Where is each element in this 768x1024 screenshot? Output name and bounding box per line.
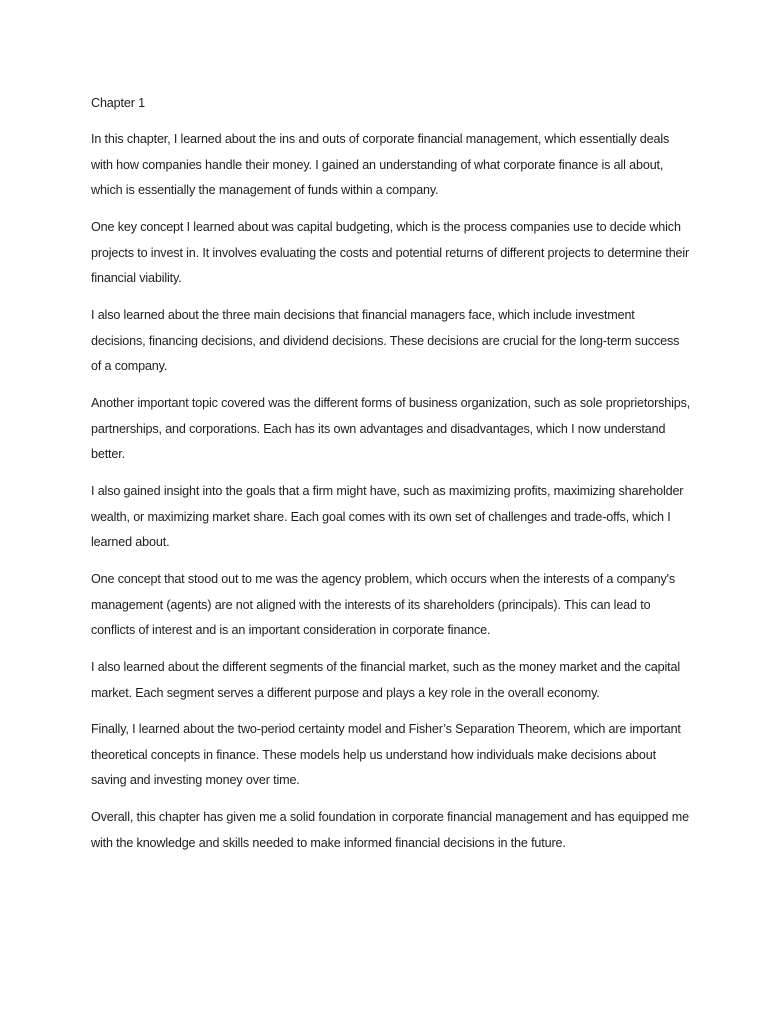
paragraph-capital-budgeting: One key concept I learned about was capital budgeting, which is the process companies use to decide which projects to invest in. It involves evaluating the costs and potential returns of different projects to determine their financial viability. [91, 219, 690, 286]
chapter-heading: Chapter 1 [91, 96, 145, 110]
paragraph-agency-problem: One concept that stood out to me was the agency problem, which occurs when the interests of a company's management (agents) are not aligned with the interests of its shareholders (principals). This can lead to conflicts of interest and is an important consideration in corporate finance. [91, 571, 676, 638]
document-body [91, 91, 691, 867]
paragraph-financial-decisions: I also learned about the three main decisions that financial managers face, which include investment decisions, financing decisions, and dividend decisions. These decisions are crucial for the long-term success of a company. [91, 307, 680, 374]
paragraph-firm-goals: I also gained insight into the goals that a firm might have, such as maximizing profits, maximizing shareholder wealth, or maximizing market share. Each goal comes with its own set of challenges and trade-offs, which I learned about. [91, 483, 684, 550]
paragraph-intro: In this chapter, I learned about the ins and outs of corporate financial management, which essentially deals with how companies handle their money. I gained an understanding of what corporate finance is all about, which is essentially the management of funds within a company. [91, 131, 670, 198]
paragraph-financial-market: I also learned about the different segments of the financial market, such as the money market and the capital market. Each segment serves a different purpose and plays a key role in the overall economy. [91, 659, 680, 700]
paragraph-conclusion: Overall, this chapter has given me a solid foundation in corporate financial management and has equipped me with the knowledge and skills needed to make informed financial decisions in the future. [91, 809, 689, 850]
paragraph-certainty-model: Finally, I learned about the two-period certainty model and Fisher’s Separation Theorem, which are important theoretical concepts in finance. These models help us understand how individuals make decisions about saving and investing money over time. [91, 721, 681, 788]
paragraph-business-organization: Another important topic covered was the different forms of business organization, such as sole proprietorships, partnerships, and corporations. Each has its own advantages and disadvantages, which I now understand better. [91, 395, 691, 462]
